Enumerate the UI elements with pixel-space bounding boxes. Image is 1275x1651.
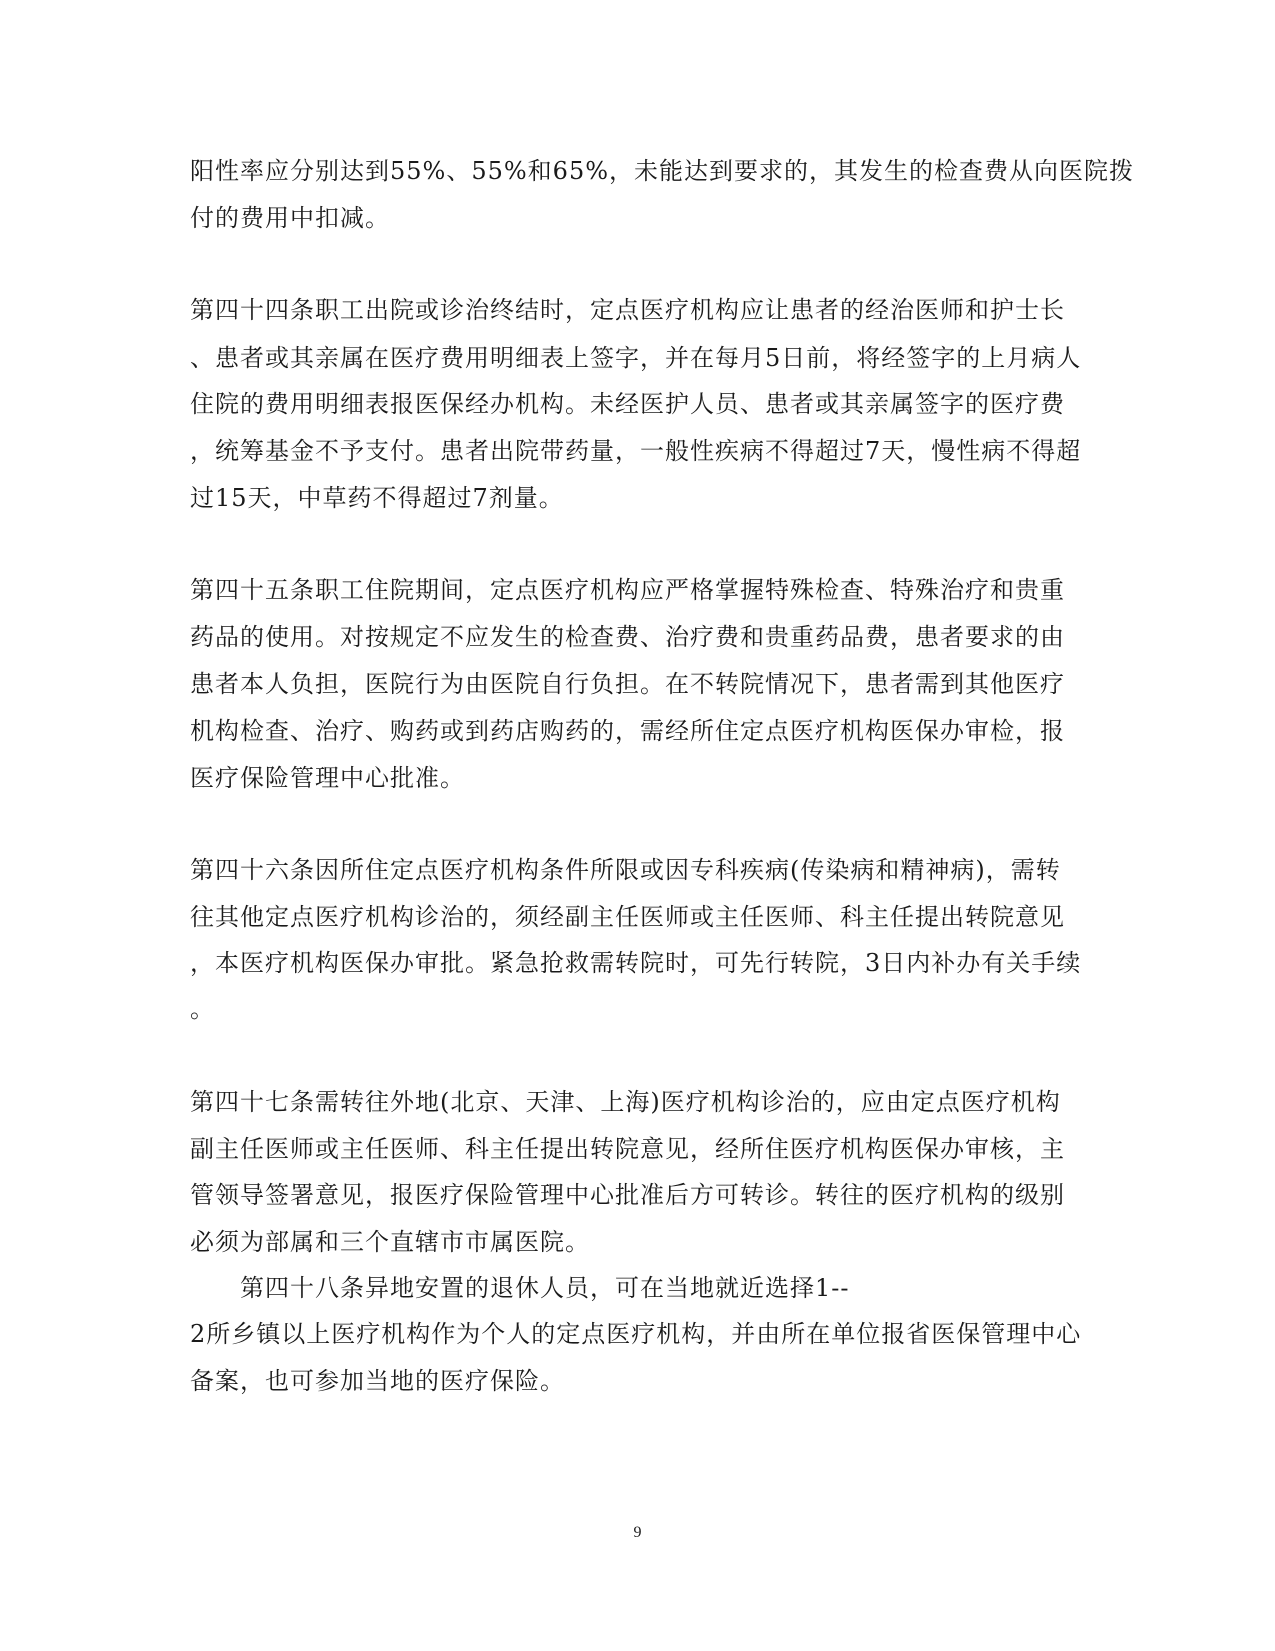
text-line: 药品的使用。对按规定不应发生的检查费、治疗费和贵重药品费，患者要求的由	[190, 623, 1065, 651]
text-line: 第四十五条职工住院期间，定点医疗机构应严格掌握特殊检查、特殊治疗和贵重	[190, 576, 1065, 604]
text-line: 管领导签署意见，报医疗保险管理中心批准后方可转诊。转往的医疗机构的级别	[190, 1181, 1065, 1209]
text-line: 副主任医师或主任医师、科主任提出转院意见，经所住医疗机构医保办审核，主	[190, 1135, 1065, 1163]
text-line: 往其他定点医疗机构诊治的，须经副主任医师或主任医师、科主任提出转院意见	[190, 903, 1065, 931]
text-line: ，本医疗机构医保办审批。紧急抢救需转院时，可先行转院，3日内补办有关手续	[190, 949, 1082, 977]
text-line: 第四十四条职工出院或诊治终结时，定点医疗机构应让患者的经治医师和护士长	[190, 296, 1065, 324]
page-number: 9	[633, 1524, 642, 1541]
text-line: 。	[190, 995, 215, 1023]
text-line: 患者本人负担，医院行为由医院自行负担。在不转院情况下，患者需到其他医疗	[190, 670, 1065, 698]
text-line: 必须为部属和三个直辖市市属医院。	[190, 1228, 590, 1256]
text-line: 医疗保险管理中心批准。	[190, 764, 465, 792]
text-line: 2所乡镇以上医疗机构作为个人的定点医疗机构，并由所在单位报省医保管理中心	[190, 1320, 1082, 1348]
text-line: 住院的费用明细表报医保经办机构。未经医护人员、患者或其亲属签字的医疗费	[190, 390, 1065, 418]
text-line: 机构检查、治疗、购药或到药店购药的，需经所住定点医疗机构医保办审检，报	[190, 717, 1065, 745]
text-line: 、患者或其亲属在医疗费用明细表上签字，并在每月5日前，将经签字的上月病人	[190, 344, 1082, 372]
text-line: 付的费用中扣减。	[190, 204, 390, 232]
text-line: 第四十七条需转往外地(北京、天津、上海)医疗机构诊治的，应由定点医疗机构	[190, 1088, 1061, 1116]
text-line: 阳性率应分别达到55%、55%和65%，未能达到要求的，其发生的检查费从向医院拨	[190, 157, 1135, 185]
text-line: 第四十八条异地安置的退休人员，可在当地就近选择1--	[240, 1274, 850, 1302]
text-line: 备案，也可参加当地的医疗保险。	[190, 1367, 565, 1395]
text-line: ，统筹基金不予支付。患者出院带药量，一般性疾病不得超过7天，慢性病不得超	[190, 437, 1082, 465]
text-line: 过15天，中草药不得超过7剂量。	[190, 484, 564, 512]
text-line: 第四十六条因所住定点医疗机构条件所限或因专科疾病(传染病和精神病)，需转	[190, 856, 1061, 884]
